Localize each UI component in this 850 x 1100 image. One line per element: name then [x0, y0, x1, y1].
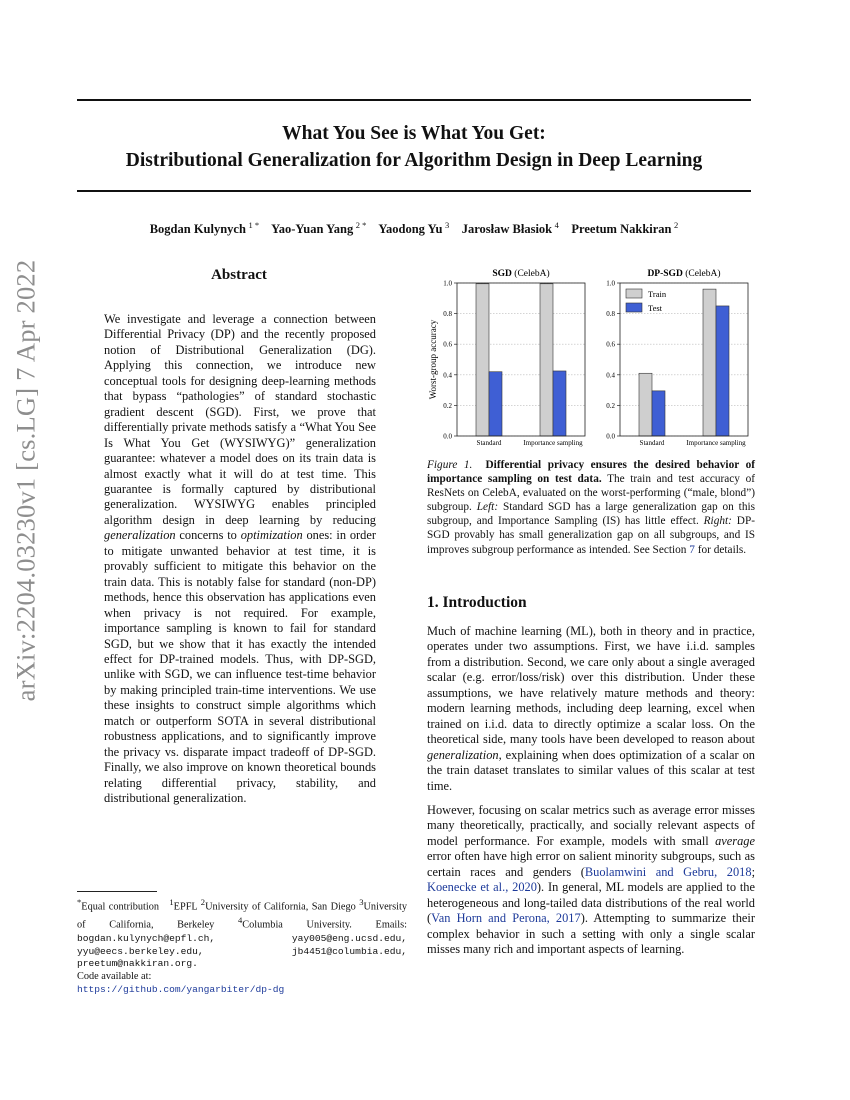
top-rule: [77, 99, 751, 101]
y-tick-label: 0.4: [606, 371, 615, 380]
y-tick-label: 0.0: [443, 432, 452, 441]
legend-label: Test: [648, 303, 663, 313]
introduction-body: [427, 624, 755, 967]
legend-label: Train: [648, 289, 667, 299]
chart-title-rest: (CelebA): [682, 269, 721, 279]
y-tick-label: 1.0: [443, 279, 452, 288]
bar-train: [639, 373, 652, 436]
footnote-emails: bogdan.kulynych@epfl.ch, yay005@eng.ucsd.edu, yyu@eecs.berkeley.edu, jb4451@columbia.edu, preetum@nakkiran.org.: [77, 932, 407, 970]
author-affiliation: 2: [674, 220, 679, 230]
footnote: *Equal contribution $^1$EPFL $^2$University of California, San Diego $^3$University of California, Berkeley $^4$Columbia University. Emails: bogdan.kulynych@epfl.ch, yay005@eng.ucsd.edu, yyu@eecs.berkeley.edu, jb4451@columbia.edu, preetum@nakkiran.org. Code available at: https://github.com/yangarbiter/dp-dg: [77, 897, 407, 996]
author-list: [77, 220, 751, 237]
title-line-2: Distributional Generalization for Algorithm Design in Deep Learning: [125, 150, 703, 171]
abstract-body: We investigate and leverage a connection between Differential Privacy (DP) and the recently proposed notion of Distributional Generalization (DG). Applying this connection, we introduce new conceptual tools for designing deep-learning methods that bypass “pathologies” of standard stochastic gradient descent (SGD). First, we prove that differentially private methods satisfy a “What You See Is What You Get (WYSIWYG)” generalization guarantee: whatever a model does on its train data is almost exactly what it will do at test time. This guarantee is formally captured by distributional generalization. WYSIWYG enables principled algorithm design in deep learning by reducing generalization concerns to optimization ones: in order to mitigate unwanted behavior at test time, it is provably sufficient to mitigate this behavior on the train data. This is notably false for standard (non-DP) methods, hence this observation has applications even when privacy is not required. For example, importance sampling is known to fail for standard SGD, but we show that it has exactly the intended effect for DP-trained models. Thus, with DP-SGD, unlike with SGD, we can influence test-time behavior by making principled train-time interventions. We use these insights to construct simple algorithms which match or outperform SOTA in several distributional robustness applications, and to significantly improve the privacy vs. disparate impact tradeoff of DP-SGD. Finally, we also improve on known theoretical bounds relating differential privacy, stability, and distributional generalization.: [104, 312, 377, 806]
title-bottom-rule: [77, 190, 751, 192]
chart-title-rest: (CelebA): [511, 269, 550, 279]
citation-link[interactable]: Buolamwini and Gebru, 2018: [584, 864, 752, 879]
x-tick-label: Standard: [639, 439, 665, 447]
y-tick-label: 1.0: [606, 279, 615, 288]
legend-swatch: [626, 289, 642, 298]
bar-test: [652, 391, 665, 436]
bar-test: [489, 372, 502, 436]
chart-dp-sgd: [606, 268, 748, 447]
x-tick-label: Standard: [476, 439, 502, 447]
y-tick-label: 0.4: [443, 371, 452, 380]
y-tick-label: 0.2: [443, 401, 452, 410]
y-tick-label: 0.8: [606, 310, 615, 319]
section-heading-introduction: 1. Introduction: [427, 594, 527, 611]
chart-title-bold: DP-SGD: [647, 269, 683, 279]
footnote-rule: [77, 891, 157, 892]
arxiv-id: arXiv:2204.03230v1 [cs.LG] 7 Apr 2022: [10, 259, 41, 701]
x-tick-label: Importance sampling: [523, 439, 583, 447]
bar-train: [703, 289, 716, 436]
y-tick-label: 0.8: [443, 310, 452, 319]
citation-link[interactable]: Van Horn and Perona, 2017: [431, 911, 581, 926]
author-affiliation: 2 *: [355, 220, 367, 230]
author: Yaodong Yu: [378, 222, 443, 237]
code-link[interactable]: https://github.com/yangarbiter/dp-dg: [77, 984, 285, 996]
bar-test: [716, 306, 729, 436]
y-axis-label: Worst-group accuracy: [428, 319, 438, 400]
abstract-heading: Abstract: [211, 267, 267, 283]
bar-train: [540, 284, 553, 436]
chart-title-bold: SGD: [492, 269, 512, 279]
y-tick-label: 0.6: [606, 340, 615, 349]
author-affiliation: 1 *: [248, 220, 260, 230]
chart-title: [492, 268, 549, 279]
author: Preetum Nakkiran: [571, 222, 672, 237]
x-tick-label: Importance sampling: [686, 439, 746, 447]
figure-caption: Figure 1. Differential privacy ensures the desired behavior of importance sampling on test data. The train and test accuracy of ResNets on CelebA, evaluated on the worst-performing (“male, blond”) subgroup. Left: Standard SGD has a large generalization gap on this subgroup, and Importance Sampling (IS) has little effect. Right: DP-SGD provably has small generalization gap on all subgroups, and IS improves subgroup performance as intended. See Section 7 for details.: [427, 459, 756, 556]
y-tick-label: 0.6: [443, 340, 452, 349]
author-affiliation: 4: [554, 220, 559, 230]
paragraph: Much of machine learning (ML), both in theory and in practice, operates under two assumptions. First, we have i.i.d. samples from a distribution. Second, we care only about a single averaged scalar (e.g. error/loss/risk) over this distribution. Under these assumptions, we have relatively mature methods and theory: modern learning methods, including deep learning, excel when trained on i.i.d. data to directly optimize a scalar loss. On the theoretical side, many tools have been developed to reason about generalization, explaining when does optimization of a scalar on the train dataset translates to similar values of this scalar at test time.: [427, 624, 755, 793]
legend-swatch: [626, 303, 642, 312]
paper-title: [77, 120, 751, 174]
paragraph: However, focusing on scalar metrics such as average error misses many theoretically, practically, and socially relevant aspects of model performance. For example, models with small average error often have high error on salient minority subgroups, such as certain races and genders (Buolamwini and Gebru, 2018; Koenecke et al., 2020). In general, ML models are applied to the heterogeneous and long-tailed data distributions of the real world (Van Horn and Perona, 2017). Attempting to summarize their complex behavior in such a setting with only a single scalar misses many rich and important aspects of learning.: [427, 802, 756, 957]
author: Jarosław Błasiok: [461, 222, 553, 237]
author: Bogdan Kulynych: [149, 222, 246, 237]
citation-link[interactable]: Koenecke et al., 2020: [427, 880, 537, 895]
author: Yao-Yuan Yang: [271, 222, 354, 237]
y-tick-label: 0.0: [606, 432, 615, 441]
figure-1-chart: [425, 265, 755, 450]
bar-train: [476, 284, 489, 436]
title-line-1: What You See is What You Get:: [282, 123, 546, 144]
arxiv-stamp: [4, 259, 48, 701]
chart-title: [647, 268, 720, 279]
bar-test: [553, 371, 566, 436]
section-ref-link[interactable]: 7: [689, 543, 695, 556]
y-tick-label: 0.2: [606, 401, 615, 410]
author-affiliation: 3: [444, 220, 450, 230]
chart-sgd: [428, 268, 585, 447]
